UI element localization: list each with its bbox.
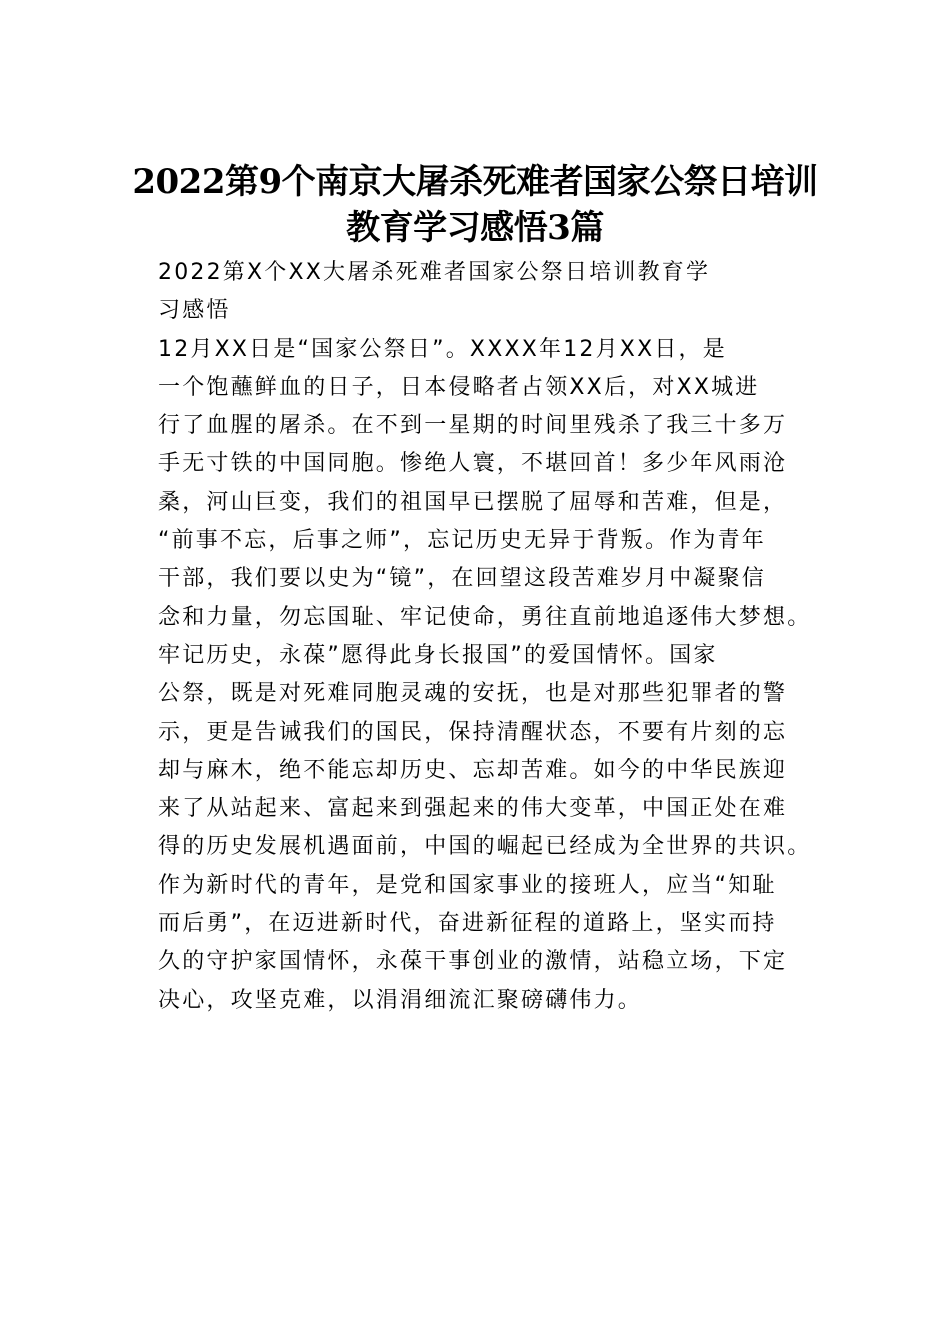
body-line: 却与麻木，绝不能忘却历史、忘却苦难。如今的中华民族迎 — [158, 757, 788, 783]
body-line: 一个饱蘸鲜血的日子，日本侵略者占领XX后，对XX城进 — [158, 374, 760, 400]
body-line: 行了血腥的屠杀。在不到一星期的时间里残杀了我三十多万 — [158, 413, 788, 439]
body-line: 干部，我们要以史为“镜”，在回望这段苦难岁月中凝聚信 — [158, 566, 766, 592]
document-body — [158, 254, 858, 1020]
body-line: 久的守护家国情怀，永葆干事创业的激情，站稳立场，下定 — [158, 949, 788, 975]
body-line: 来了从站起来、富起来到强起来的伟大变革，中国正处在难 — [158, 796, 788, 822]
body-line: 习感悟 — [158, 298, 231, 324]
title-line-1: 2022第9个南京大屠杀死难者国家公祭日培训 — [132, 161, 818, 202]
body-line: 桑，河山巨变，我们的祖国早已摆脱了屈辱和苦难，但是， — [158, 489, 788, 515]
body-line: 而后勇”，在迈进新时代，奋进新征程的道路上，坚实而持 — [158, 911, 777, 937]
document-title — [0, 159, 950, 251]
title-line-2: 教育学习感悟3篇 — [346, 207, 604, 248]
body-line: 得的历史发展机遇面前，中国的崛起已经成为全世界的共识。 — [158, 834, 812, 860]
body-line: 作为新时代的青年，是党和国家事业的接班人，应当“知耻 — [158, 872, 777, 898]
body-line: “前事不忘，后事之师”，忘记历史无异于背叛。作为青年 — [158, 528, 766, 554]
body-line: 手无寸铁的中国同胞。惨绝人寰，不堪回首！多少年风雨沧 — [158, 451, 788, 477]
body-line: 决心，攻坚克难，以涓涓细流汇聚磅礴伟力。 — [158, 987, 643, 1013]
body-line: 念和力量，勿忘国耻、牢记使命，勇往直前地追逐伟大梦想。 — [158, 604, 812, 630]
body-line: 示，更是告诫我们的国民，保持清醒状态，不要有片刻的忘 — [158, 719, 788, 745]
body-line: 2022第X个XX大屠杀死难者国家公祭日培训教育学 — [158, 260, 711, 285]
body-line: 12月XX日是“国家公祭日”。XXXX年12月XX日，是 — [158, 336, 727, 362]
body-line: 牢记历史，永葆”愿得此身长报国”的爱国情怀。国家 — [158, 642, 718, 668]
body-line: 公祭，既是对死难同胞灵魂的安抚，也是对那些犯罪者的警 — [158, 681, 788, 707]
